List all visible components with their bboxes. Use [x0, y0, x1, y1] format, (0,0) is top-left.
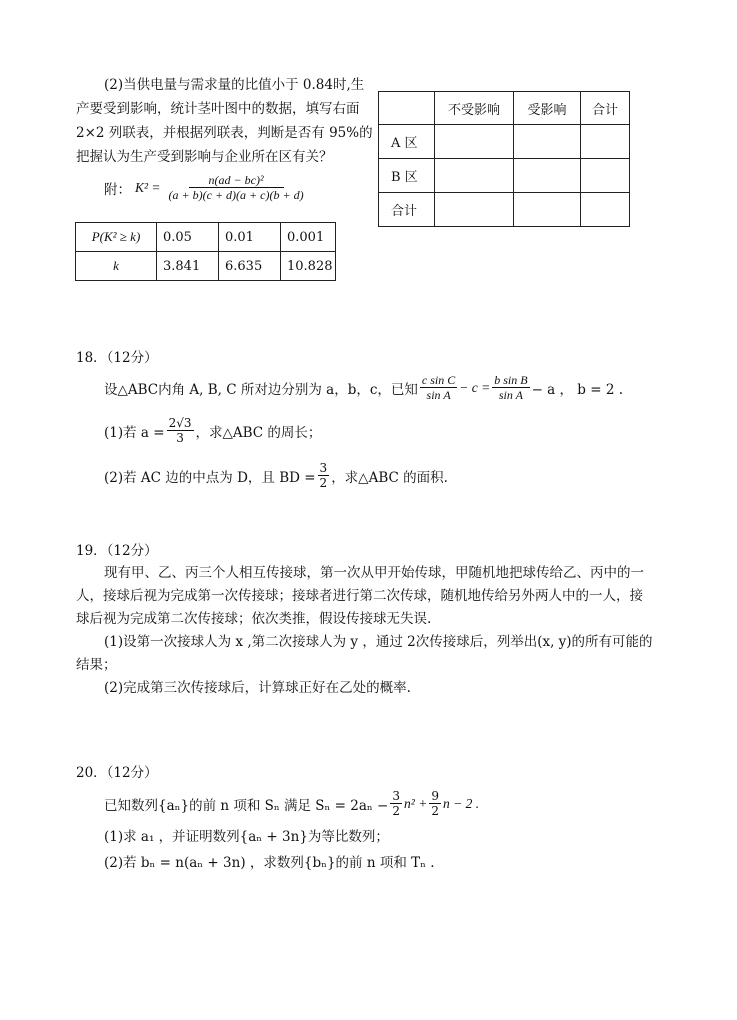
q18-fraction-b-den: sin A	[498, 388, 523, 402]
q19-line-3: 球后视为完成第二次传接球；依次类推，假设传接球无失误.	[76, 611, 432, 627]
attach-label: 附：	[104, 181, 131, 198]
contingency-cell	[581, 125, 630, 159]
q18-given-mid: − c =	[459, 379, 491, 395]
q20-fraction-1-den: 2	[392, 804, 401, 818]
q19-line-2: 人，接球后视为完成第一次传接球；接球者进行第二次传球，随机地传给另外两人中的一人，接	[76, 588, 643, 604]
critical-cell-alpha-3: 0.001	[281, 223, 336, 252]
critical-cell-p-label: P(K² ≥ k)	[76, 223, 157, 252]
critical-cell-alpha-2: 0.01	[219, 223, 281, 252]
critical-cell-alpha-1: 0.05	[157, 223, 219, 252]
k2-numerator: n(ad − bc)²	[189, 173, 284, 188]
q19-line-4: (1)设第一次接球人为 x ,第二次接球人为 y ，通过 2次传接球后，列举出(x, y)的所有可能的	[104, 634, 653, 650]
q18-part-2-fraction	[318, 461, 330, 490]
critical-cell-k-label: k	[76, 252, 157, 281]
critical-value-table	[75, 222, 336, 281]
q17-line-1: (2)当供电量与需求量的比值小于 0.84时,生	[104, 77, 365, 93]
contingency-header-blank	[379, 92, 435, 125]
contingency-cell	[435, 159, 514, 193]
q20-header: 20．（12分）	[76, 765, 158, 781]
contingency-header-affected: 受影响	[514, 92, 581, 125]
critical-cell-k-3: 10.828	[281, 252, 336, 281]
q18-fraction-c	[420, 373, 457, 402]
q20-given-mid: n² +	[404, 795, 428, 811]
contingency-cell	[581, 159, 630, 193]
q17-line-3: 2×2 列联表，并根据列联表，判断是否有 95%的	[76, 125, 373, 141]
q18-given	[104, 373, 623, 402]
contingency-cell	[514, 125, 581, 159]
q20-given-end: n − 2 .	[442, 795, 480, 811]
critical-cell-k-1: 3.841	[157, 252, 219, 281]
q18-part-1-tail: ，求△ABC 的周长；	[195, 424, 322, 441]
q20-fraction-2-num: 9	[431, 789, 439, 803]
q18-part-1-fraction-num: 2√3	[168, 416, 192, 430]
q18-part-2	[104, 461, 448, 490]
contingency-header-total: 合计	[581, 92, 630, 125]
k2-formula	[104, 173, 308, 202]
q18-fraction-b	[492, 373, 529, 402]
q18-part-1-fraction	[167, 416, 194, 445]
q18-part-1	[104, 416, 321, 445]
q20-part-2: (2)若 bₙ = n(aₙ + 3n) ，求数列{bₙ}的前 n 项和 Tₙ .	[104, 855, 435, 871]
q18-part-2-tail: ，求△ABC 的面积.	[331, 469, 448, 486]
q20-part-1: (1)求 a₁ ，并证明数列{aₙ + 3n}为等比数列；	[104, 829, 389, 845]
q20-given-text: 已知数列{aₙ}的前 n 项和 Sₙ 满足 Sₙ = 2aₙ −	[104, 797, 389, 814]
q18-fraction-b-num: b sin B	[494, 373, 528, 387]
q18-part-2-text: (2)若 AC 边的中点为 D，且 BD =	[104, 469, 316, 486]
q20-fraction-1-num: 3	[392, 789, 401, 803]
contingency-cell	[514, 193, 581, 227]
q20-fraction-2	[429, 789, 441, 818]
contingency-cell	[435, 193, 514, 227]
q20-fraction-1	[390, 789, 402, 818]
contingency-cell	[435, 125, 514, 159]
q17-line-2: 产要受到影响，统计茎叶图中的数据，填写右面	[76, 101, 360, 117]
contingency-row-b-label: B 区	[379, 159, 435, 193]
contingency-table	[378, 91, 630, 227]
q18-given-end: − a ， b = 2 .	[531, 381, 624, 398]
q18-header: 18．（12分）	[76, 350, 158, 366]
q18-fraction-c-den: sin A	[426, 388, 451, 402]
q20-given	[104, 789, 479, 818]
k2-fraction	[167, 173, 306, 202]
q20-fraction-2-den: 2	[431, 804, 439, 818]
q19-line-6: (2)完成第三次传接球后，计算球正好在乙处的概率.	[104, 680, 411, 696]
k2-lhs: K² =	[135, 179, 161, 195]
q18-given-text: 设△ABC内角 A, B, C 所对边分别为 a，b，c，已知	[104, 381, 418, 398]
critical-cell-k-2: 6.635	[219, 252, 281, 281]
q18-fraction-c-num: c sin C	[421, 373, 456, 387]
q18-part-2-fraction-num: 3	[319, 461, 328, 475]
q18-part-2-fraction-den: 2	[319, 476, 328, 490]
q17-line-4: 把握认为生产受到影响与企业所在区有关？	[76, 149, 333, 165]
q19-header: 19．（12分）	[76, 543, 158, 559]
contingency-row-total-label: 合计	[379, 193, 435, 227]
q18-part-1-text: (1)若 a =	[104, 424, 165, 441]
contingency-cell	[581, 193, 630, 227]
q18-part-1-fraction-den: 3	[176, 431, 184, 445]
q19-line-5: 结果；	[76, 657, 117, 673]
contingency-header-unaffected: 不受影响	[435, 92, 514, 125]
q19-line-1: 现有甲、乙、丙三个人相互传接球，第一次从甲开始传球，甲随机地把球传给乙、丙中的一	[104, 565, 644, 581]
contingency-cell	[514, 159, 581, 193]
k2-denominator: (a + b)(c + d)(a + c)(b + d)	[168, 188, 304, 202]
contingency-row-a-label: A 区	[379, 125, 435, 159]
